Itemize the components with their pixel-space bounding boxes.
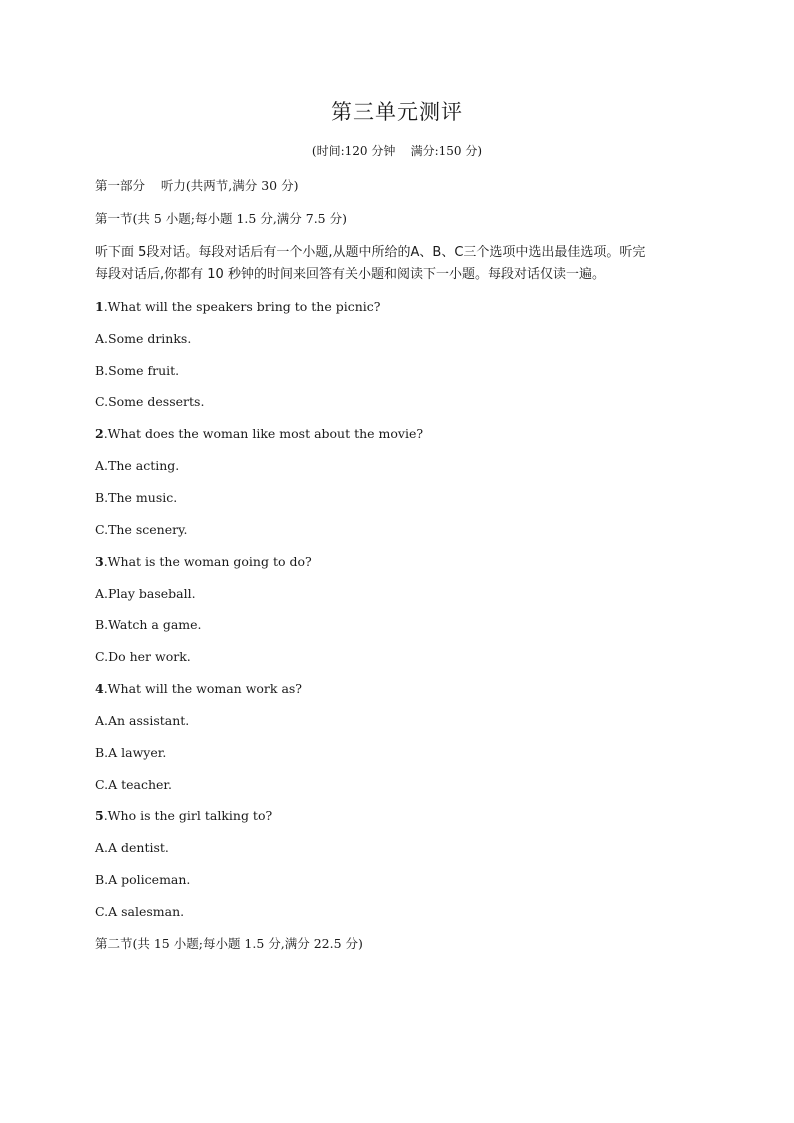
q1-option-a: A.Some drinks.	[95, 331, 192, 346]
question-1	[95, 297, 380, 317]
q5-option-a: A.A dentist.	[95, 840, 169, 855]
q2-option-c: C.The scenery.	[95, 522, 188, 537]
question-text: .What will the woman work as?	[103, 681, 303, 696]
question-2	[95, 424, 423, 444]
question-number: 3	[95, 554, 104, 569]
question-number: 5	[95, 808, 104, 823]
section2-heading: 第二节(共 15 小题;每小题 1.5 分,满分 22.5 分)	[95, 936, 363, 951]
page-title: 第三单元测评	[331, 100, 463, 124]
question-number: 4	[95, 681, 104, 696]
question-text: .What will the speakers bring to the picnic?	[103, 299, 381, 314]
question-text: .What is the woman going to do?	[103, 554, 312, 569]
q4-option-b: B.A lawyer.	[95, 745, 167, 760]
q3-option-c: C.Do her work.	[95, 649, 191, 664]
instructions-line-1: 听下面 5段对话。每段对话后有一个小题,从题中所给的A、B、C三个选项中选出最佳选项。听完	[95, 245, 646, 260]
exam-time-score: (时间:120 分钟 满分:150 分)	[311, 144, 483, 158]
question-number: 1	[95, 299, 104, 314]
question-text: .Who is the girl talking to?	[103, 808, 273, 823]
q5-option-c: C.A salesman.	[95, 904, 185, 919]
question-5	[95, 806, 272, 826]
q5-option-b: B.A policeman.	[95, 872, 191, 887]
section1-instructions	[95, 242, 705, 286]
q4-option-a: A.An assistant.	[95, 713, 190, 728]
q3-option-b: B.Watch a game.	[95, 617, 202, 632]
part1-heading: 第一部分 听力(共两节,满分 30 分)	[95, 178, 299, 193]
question-4	[95, 679, 302, 699]
q3-option-a: A.Play baseball.	[95, 586, 196, 601]
q1-option-b: B.Some fruit.	[95, 363, 180, 378]
question-text: .What does the woman like most about the movie?	[103, 426, 424, 441]
q2-option-b: B.The music.	[95, 490, 178, 505]
question-number: 2	[95, 426, 104, 441]
q2-option-a: A.The acting.	[95, 458, 180, 473]
q4-option-c: C.A teacher.	[95, 777, 172, 792]
instructions-line-2: 每段对话后,你都有 10 秒钟的时间来回答有关小题和阅读下一小题。每段对话仅读一遍。	[95, 267, 605, 282]
q1-option-c: C.Some desserts.	[95, 394, 205, 409]
section1-heading: 第一节(共 5 小题;每小题 1.5 分,满分 7.5 分)	[95, 211, 347, 226]
question-3	[95, 552, 312, 572]
